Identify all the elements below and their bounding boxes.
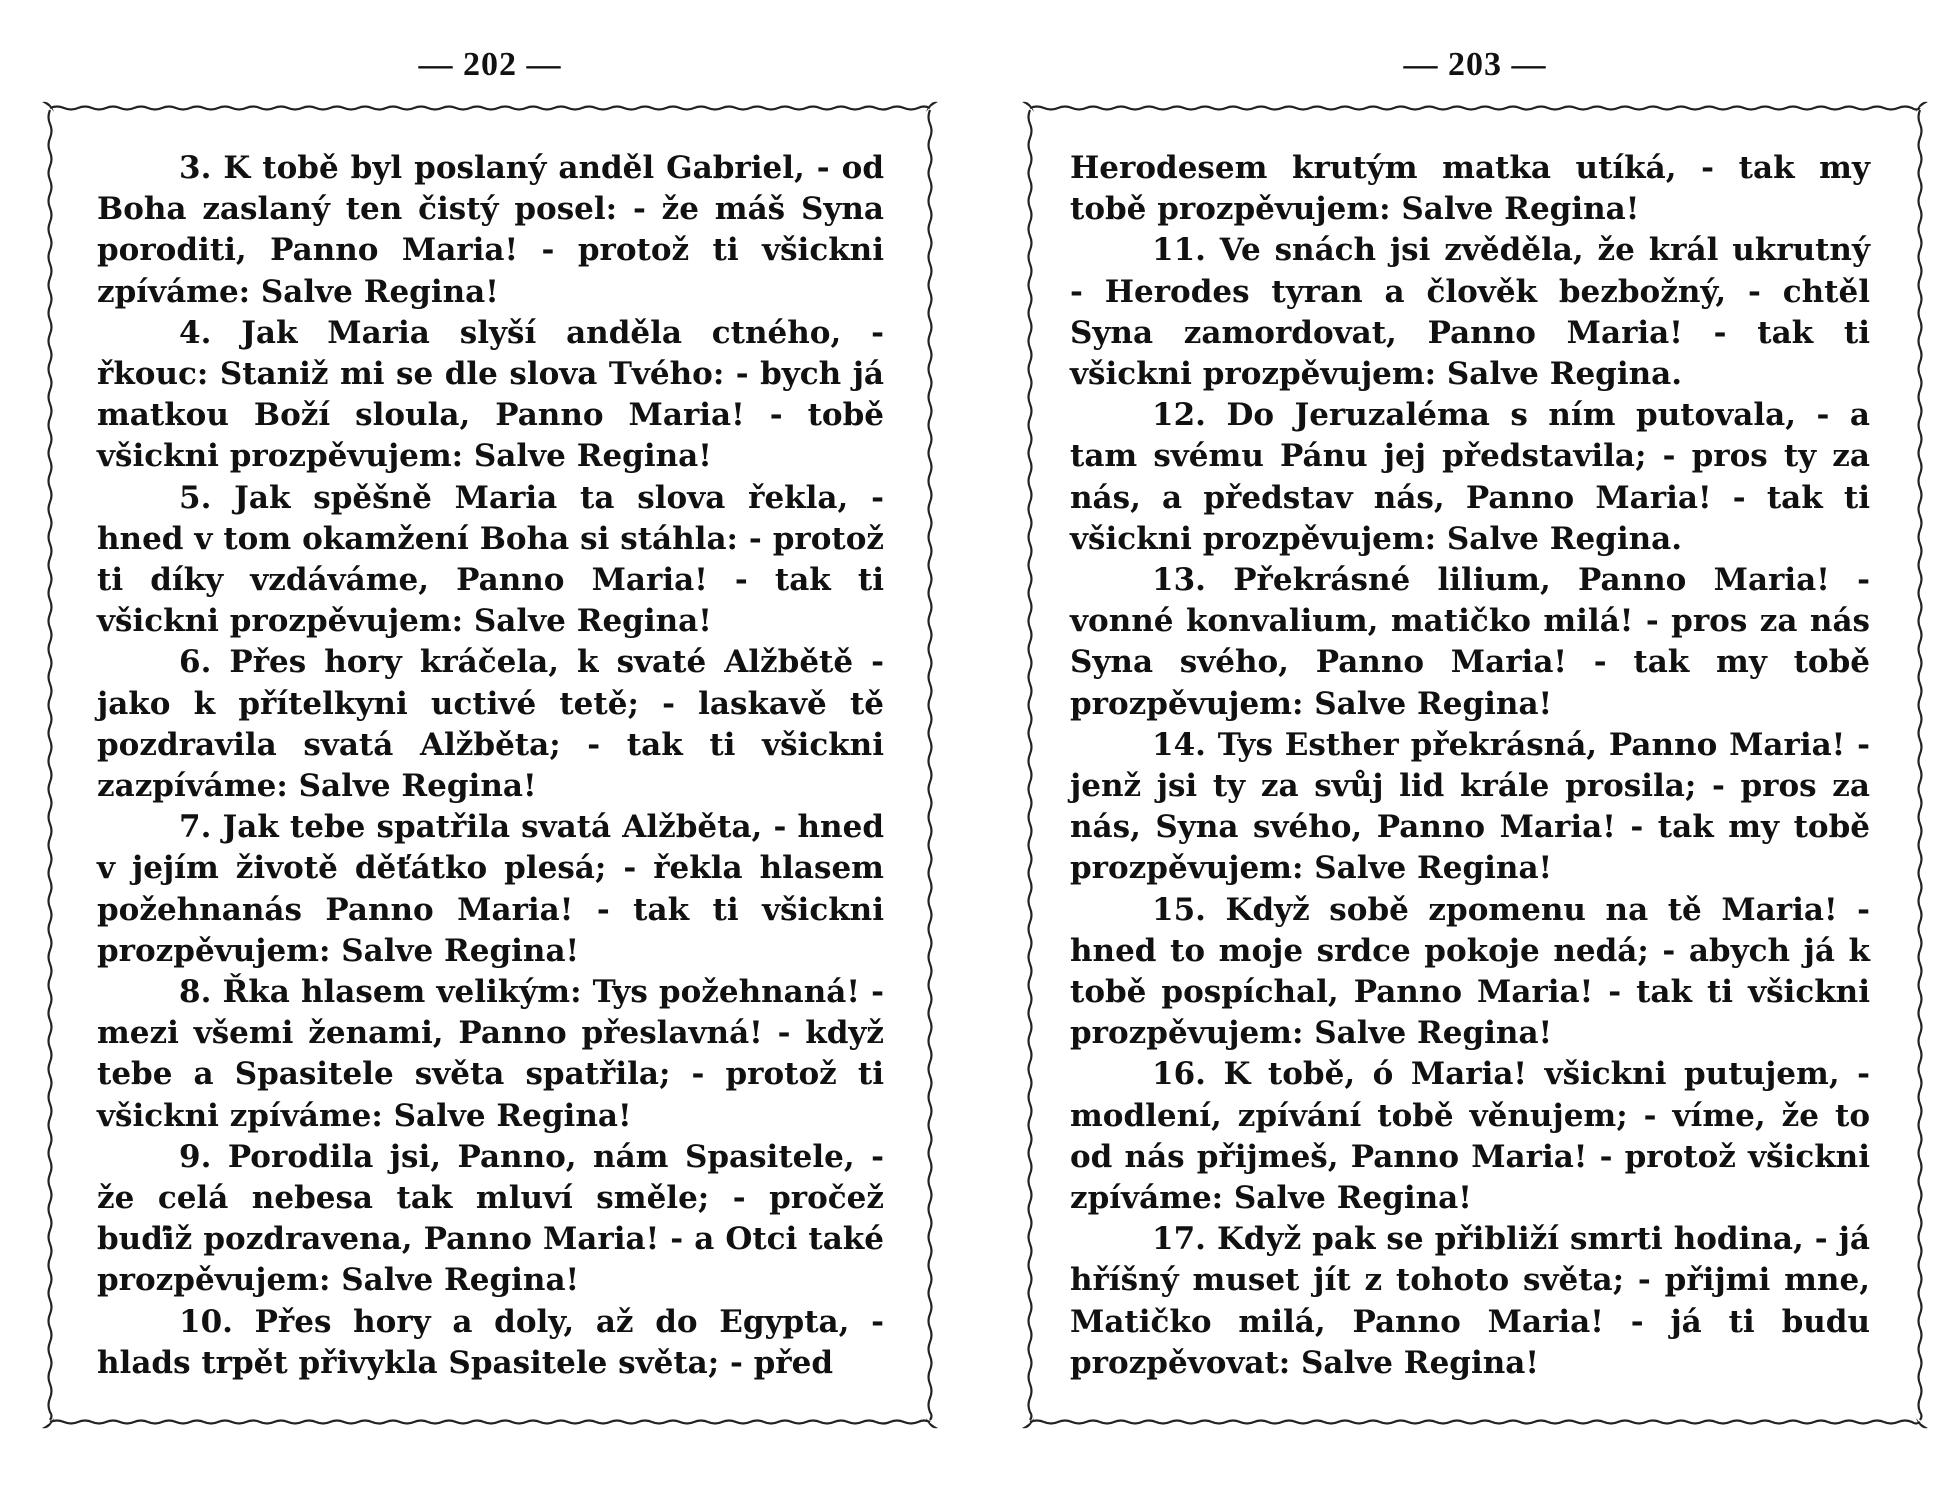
verse-12: 12. Do Jeruzaléma s ním putovala, - a tam svému Pánu jej představila; - pros ty za nás, a představ nás, Panno Maria! - tak ti všickni prozpěvujem: Salve Regina. bbox=[1070, 397, 1870, 557]
verse-3: 3. K tobě byl poslaný anděl Gabriel, - od Boha zaslaný ten čistý posel: - že máš Syna poroditi, Panno Maria! - protož ti všickni zpíváme: Salve Regina! bbox=[97, 150, 884, 310]
verse-7: 7. Jak tebe spatřila svatá Alžběta, - hned v jejím životě děťátko plesá; - řekla hlasem požehnanás Panno Maria! - tak ti všickni prozpěvujem: Salve Regina! bbox=[97, 809, 884, 969]
verse-10: 10. Přes hory a doly, až do Egypta, - hlads trpět přivykla Spasitele světa; - před bbox=[97, 1303, 884, 1381]
hymn-text-left bbox=[97, 148, 884, 1384]
page-number-left: — 202 — bbox=[418, 46, 562, 83]
verse-8: 8. Řka hlasem velikým: Tys požehnaná! - mezi všemi ženami, Panno přeslavná! - když tebe a Spasitele světa spatřila; - protož ti všickni zpíváme: Salve Regina! bbox=[97, 974, 884, 1134]
verse-5: 5. Jak spěšně Maria ta slova řekla, - hned v tom okamžení Boha si stáhla: - protož ti díky vzdáváme, Panno Maria! - tak ti všickni prozpěvujem: Salve Regina! bbox=[97, 479, 884, 640]
verse-11: 11. Ve snách jsi zvěděla, že král ukrutný - Herodes tyran a člověk bezbožný, - chtěl Syna zamordovat, Panno Maria! - tak ti všickni prozpěvujem: Salve Regina. bbox=[1070, 232, 1870, 393]
hymn-text-right bbox=[1070, 148, 1870, 1384]
verse-16: 16. K tobě, ó Maria! všickni putujem, - modlení, zpívání tobě věnujem; - víme, že to od nás přijmeš, Panno Maria! - protož všickni zpíváme: Salve Regina! bbox=[1070, 1056, 1870, 1217]
left-page bbox=[40, 0, 940, 1500]
verse-6: 6. Přes hory kráčela, k svaté Alžbětě - jako k přítelkyni uctivé tetě; - laskavě tě pozdravila svatá Alžběta; - tak ti všickni zazpíváme: Salve Regina! bbox=[97, 644, 884, 805]
right-page bbox=[1020, 0, 1930, 1500]
verse-9: 9. Porodila jsi, Panno, nám Spasitele, - že celá nebesa tak mluví směle; - pročež buďiž pozdravena, Panno Maria! - a Otci také prozpěvujem: Salve Regina! bbox=[97, 1138, 884, 1299]
verse-15: 15. Když sobě zpomenu na tě Maria! - hned to moje srdce pokoje nedá; - abych já k tobě pospíchal, Panno Maria! - tak ti všickni prozpěvujem: Salve Regina! bbox=[1070, 891, 1870, 1052]
verse-17: 17. Když pak se přibliží smrti hodina, - já hříšný muset jít z tohoto světa; - přijmi mne, Matičko milá, Panno Maria! - já ti budu prozpěvovat: Salve Regina! bbox=[1070, 1221, 1870, 1381]
verse-14: 14. Tys Esther překrásná, Panno Maria! - jenž jsi ty za svůj lid krále prosila; - pros za nás, Syna svého, Panno Maria! - tak my tobě prozpěvujem: Salve Regina! bbox=[1070, 726, 1870, 887]
verse-10-continuation: Herodesem krutým matka utíká, - tak my tobě prozpěvujem: Salve Regina! bbox=[1070, 150, 1870, 228]
verse-13: 13. Překrásné lilium, Panno Maria! - vonné konvalium, matičko milá! - pros za nás Syna svého, Panno Maria! - tak my tobě prozpěvujem: Salve Regina! bbox=[1070, 562, 1870, 722]
page-number-right: — 203 — bbox=[1403, 46, 1547, 83]
verse-4: 4. Jak Maria slyší anděla ctného, - řkouc: Staniž mi se dle slova Tvého: - bych já matkou Boží sloula, Panno Maria! - tobě všickni prozpěvujem: Salve Regina! bbox=[97, 314, 884, 475]
